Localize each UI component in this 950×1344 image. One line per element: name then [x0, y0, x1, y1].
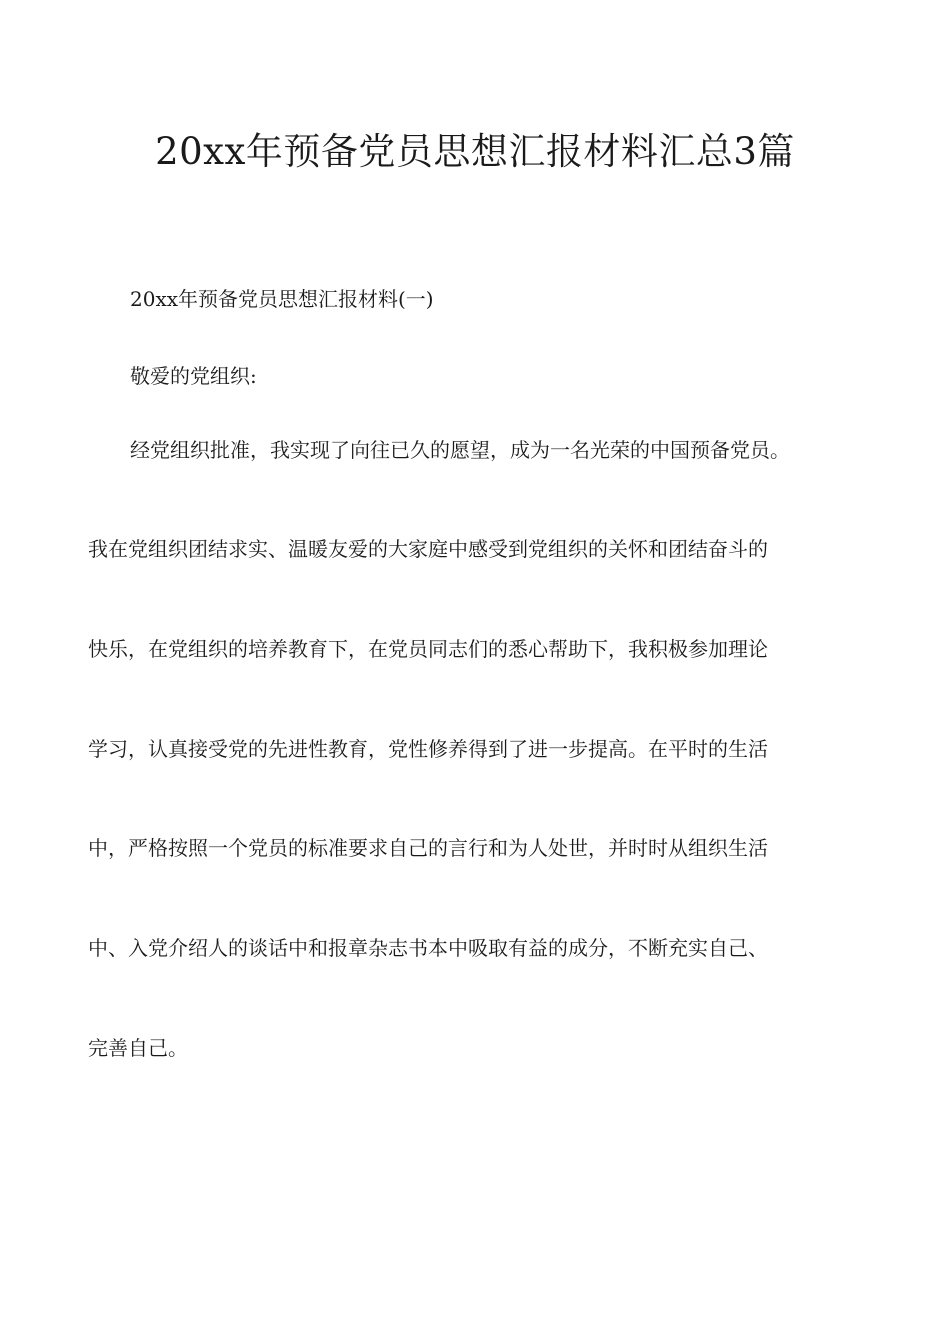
body-line: 我在党组织团结求实、温暖友爱的大家庭中感受到党组织的关怀和团结奋斗的 [88, 537, 768, 561]
salutation: 敬爱的党组织: [130, 364, 257, 388]
body-line: 快乐，在党组织的培养教育下，在党员同志们的悉心帮助下，我积极参加理论 [88, 637, 768, 661]
document-title: 20xx年预备党员思想汇报材料汇总3篇 [155, 130, 795, 173]
section-heading: 20xx年预备党员思想汇报材料(一) [130, 287, 434, 311]
body-line: 中、入党介绍人的谈话中和报章杂志书本中吸取有益的成分，不断充实自己、 [88, 936, 768, 960]
body-line: 中，严格按照一个党员的标准要求自己的言行和为人处世，并时时从组织生活 [88, 836, 768, 860]
body-line: 经党组织批准，我实现了向往已久的愿望，成为一名光荣的中国预备党员。 [130, 438, 790, 462]
body-line: 学习，认真接受党的先进性教育，党性修养得到了进一步提高。在平时的生活 [88, 737, 768, 761]
body-line: 完善自己。 [88, 1036, 188, 1060]
